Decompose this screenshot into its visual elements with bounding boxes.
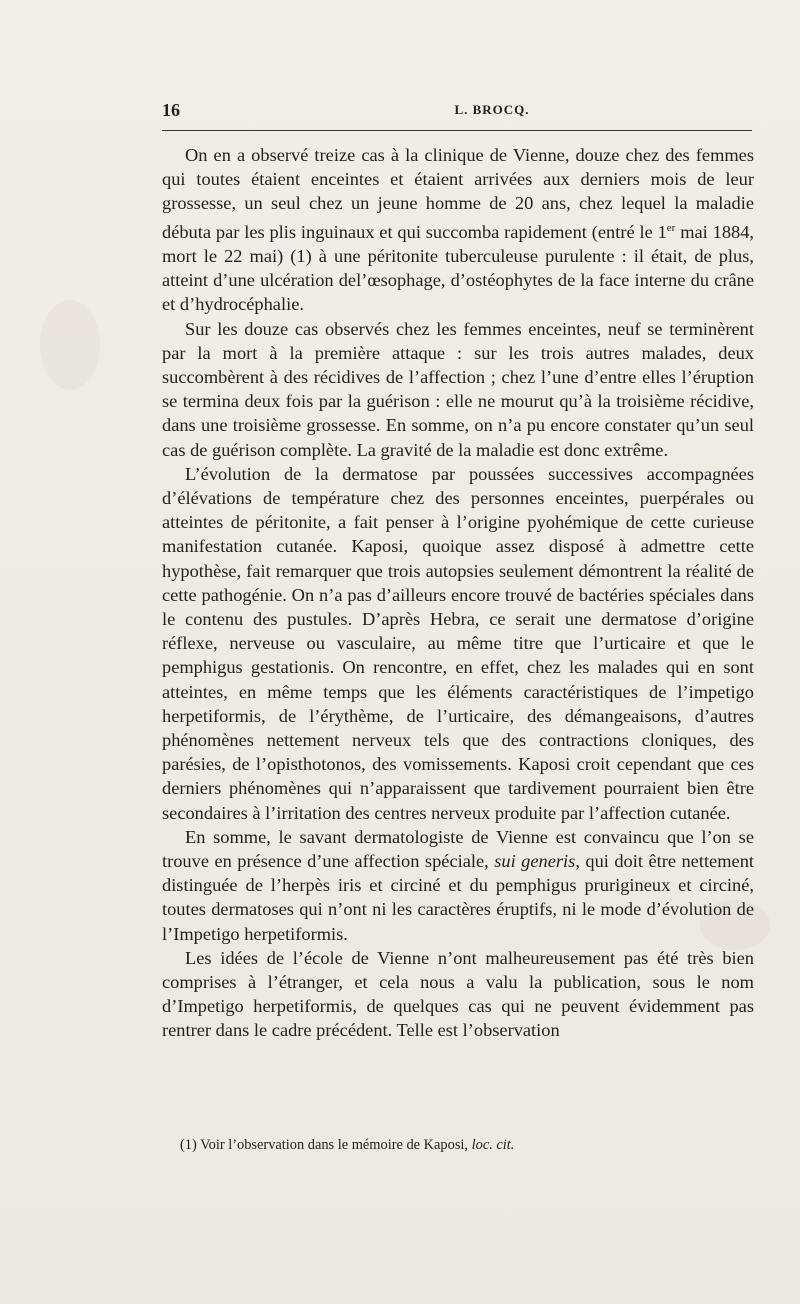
footnote xyxy=(180,1136,740,1154)
paragraph-4: En somme, le savant dermatologiste de Vienne est convaincu que l’on se trouve en présence d’une affection spéciale, sui generis, qui doit être nettement distinguée de l’herpès iris et circiné et du pemphigus prurigineux et circiné, toutes dermatoses qui n’ont ni les caractères éruptifs, ni le mode d’évolution de l’Impetigo herpetiformis. xyxy=(162,826,754,944)
paragraph-2: Sur les douze cas observés chez les femmes enceintes, neuf se terminèrent par la mort à la première attaque : sur les trois autres malades, deux succombèrent à des récidives de l’affection ; chez l’une d’entre elles l’éruption se termina deux fois par la guérison : elle ne mourut qu’à la troisième récidive, dans une troisième grossesse. En somme, on n’a pu encore constater qu’un seul cas de guérison complète. La gravité de la maladie est donc extrême. xyxy=(162,318,754,460)
footnote-text: Voir l’observation dans le mémoire de Kaposi, xyxy=(200,1137,469,1153)
paragraph-3: L’évolution de la dermatose par poussées successives accompagnées d’élévations de température chez des personnes enceintes, puerpérales ou atteintes de péritonite, a fait penser à l’origine pyohémique de cette curieuse manifestation cutanée. Kaposi, quoique assez disposé à admettre cette hypothèse, fait remarquer que trois autopsies seulement démontrent la réalité de cette pathogénie. On n’a pas d’ailleurs encore trouvé de bactéries spéciales dans le contenu des pustules. D’après Hebra, ce serait une dermatose d’origine réflexe, nerveuse ou vasculaire, au même titre que l’urticaire et que le pemphigus gestationis. On rencontre, en effet, chez les malades qui en sont atteintes, en même temps que les éléments caractéristiques de l’impetigo herpetiformis, de l’érythème, de l’urticaire, des démangeaisons, d’autres phénomènes nettement nerveux tels que des contractions cloniques, des parésies, de l’opisthotonos, des vomissements. Kaposi croit cependant que ces derniers phénomènes qui n’apparaissent que tardivement pourraient bien être secondaires à l’irritation des centres nerveux produite par l’affection cutanée. xyxy=(162,463,754,823)
footnote-citation: loc. cit. xyxy=(471,1137,515,1153)
running-header xyxy=(162,100,752,124)
main-text xyxy=(162,143,754,1043)
paragraph-5: Les idées de l’école de Vienne n’ont malheureusement pas été très bien comprises à l’étranger, et cela nous a valu la publication, sous le nom d’Impetigo herpetiformis, de quelques cas qui ne peuvent évidemment pas rentrer dans le cadre précédent. Telle est l’observation xyxy=(162,947,754,1041)
header-rule xyxy=(162,130,752,131)
page-number: 16 xyxy=(162,100,180,120)
paragraph-1: On en a observé treize cas à la clinique de Vienne, douze chez des femmes qui toutes étaient enceintes et étaient arrivées aux derniers mois de leur grossesse, un seul chez un jeune homme de 20 ans, chez lequel la maladie débuta par les plis inguinaux et qui succomba rapidement (entré le 1er mai 1884, mort le 22 mai) (1) à une péritonite tuberculeuse purulente : il était, de plus, atteint d’une ulcération del’œsophage, d’ostéophytes de la face interne du crâne et d’hydrocéphalie. xyxy=(162,145,754,315)
footnote-marker: (1) xyxy=(180,1137,197,1153)
running-head-author: L. BROCQ. xyxy=(454,102,530,117)
paper-stain xyxy=(40,300,100,390)
